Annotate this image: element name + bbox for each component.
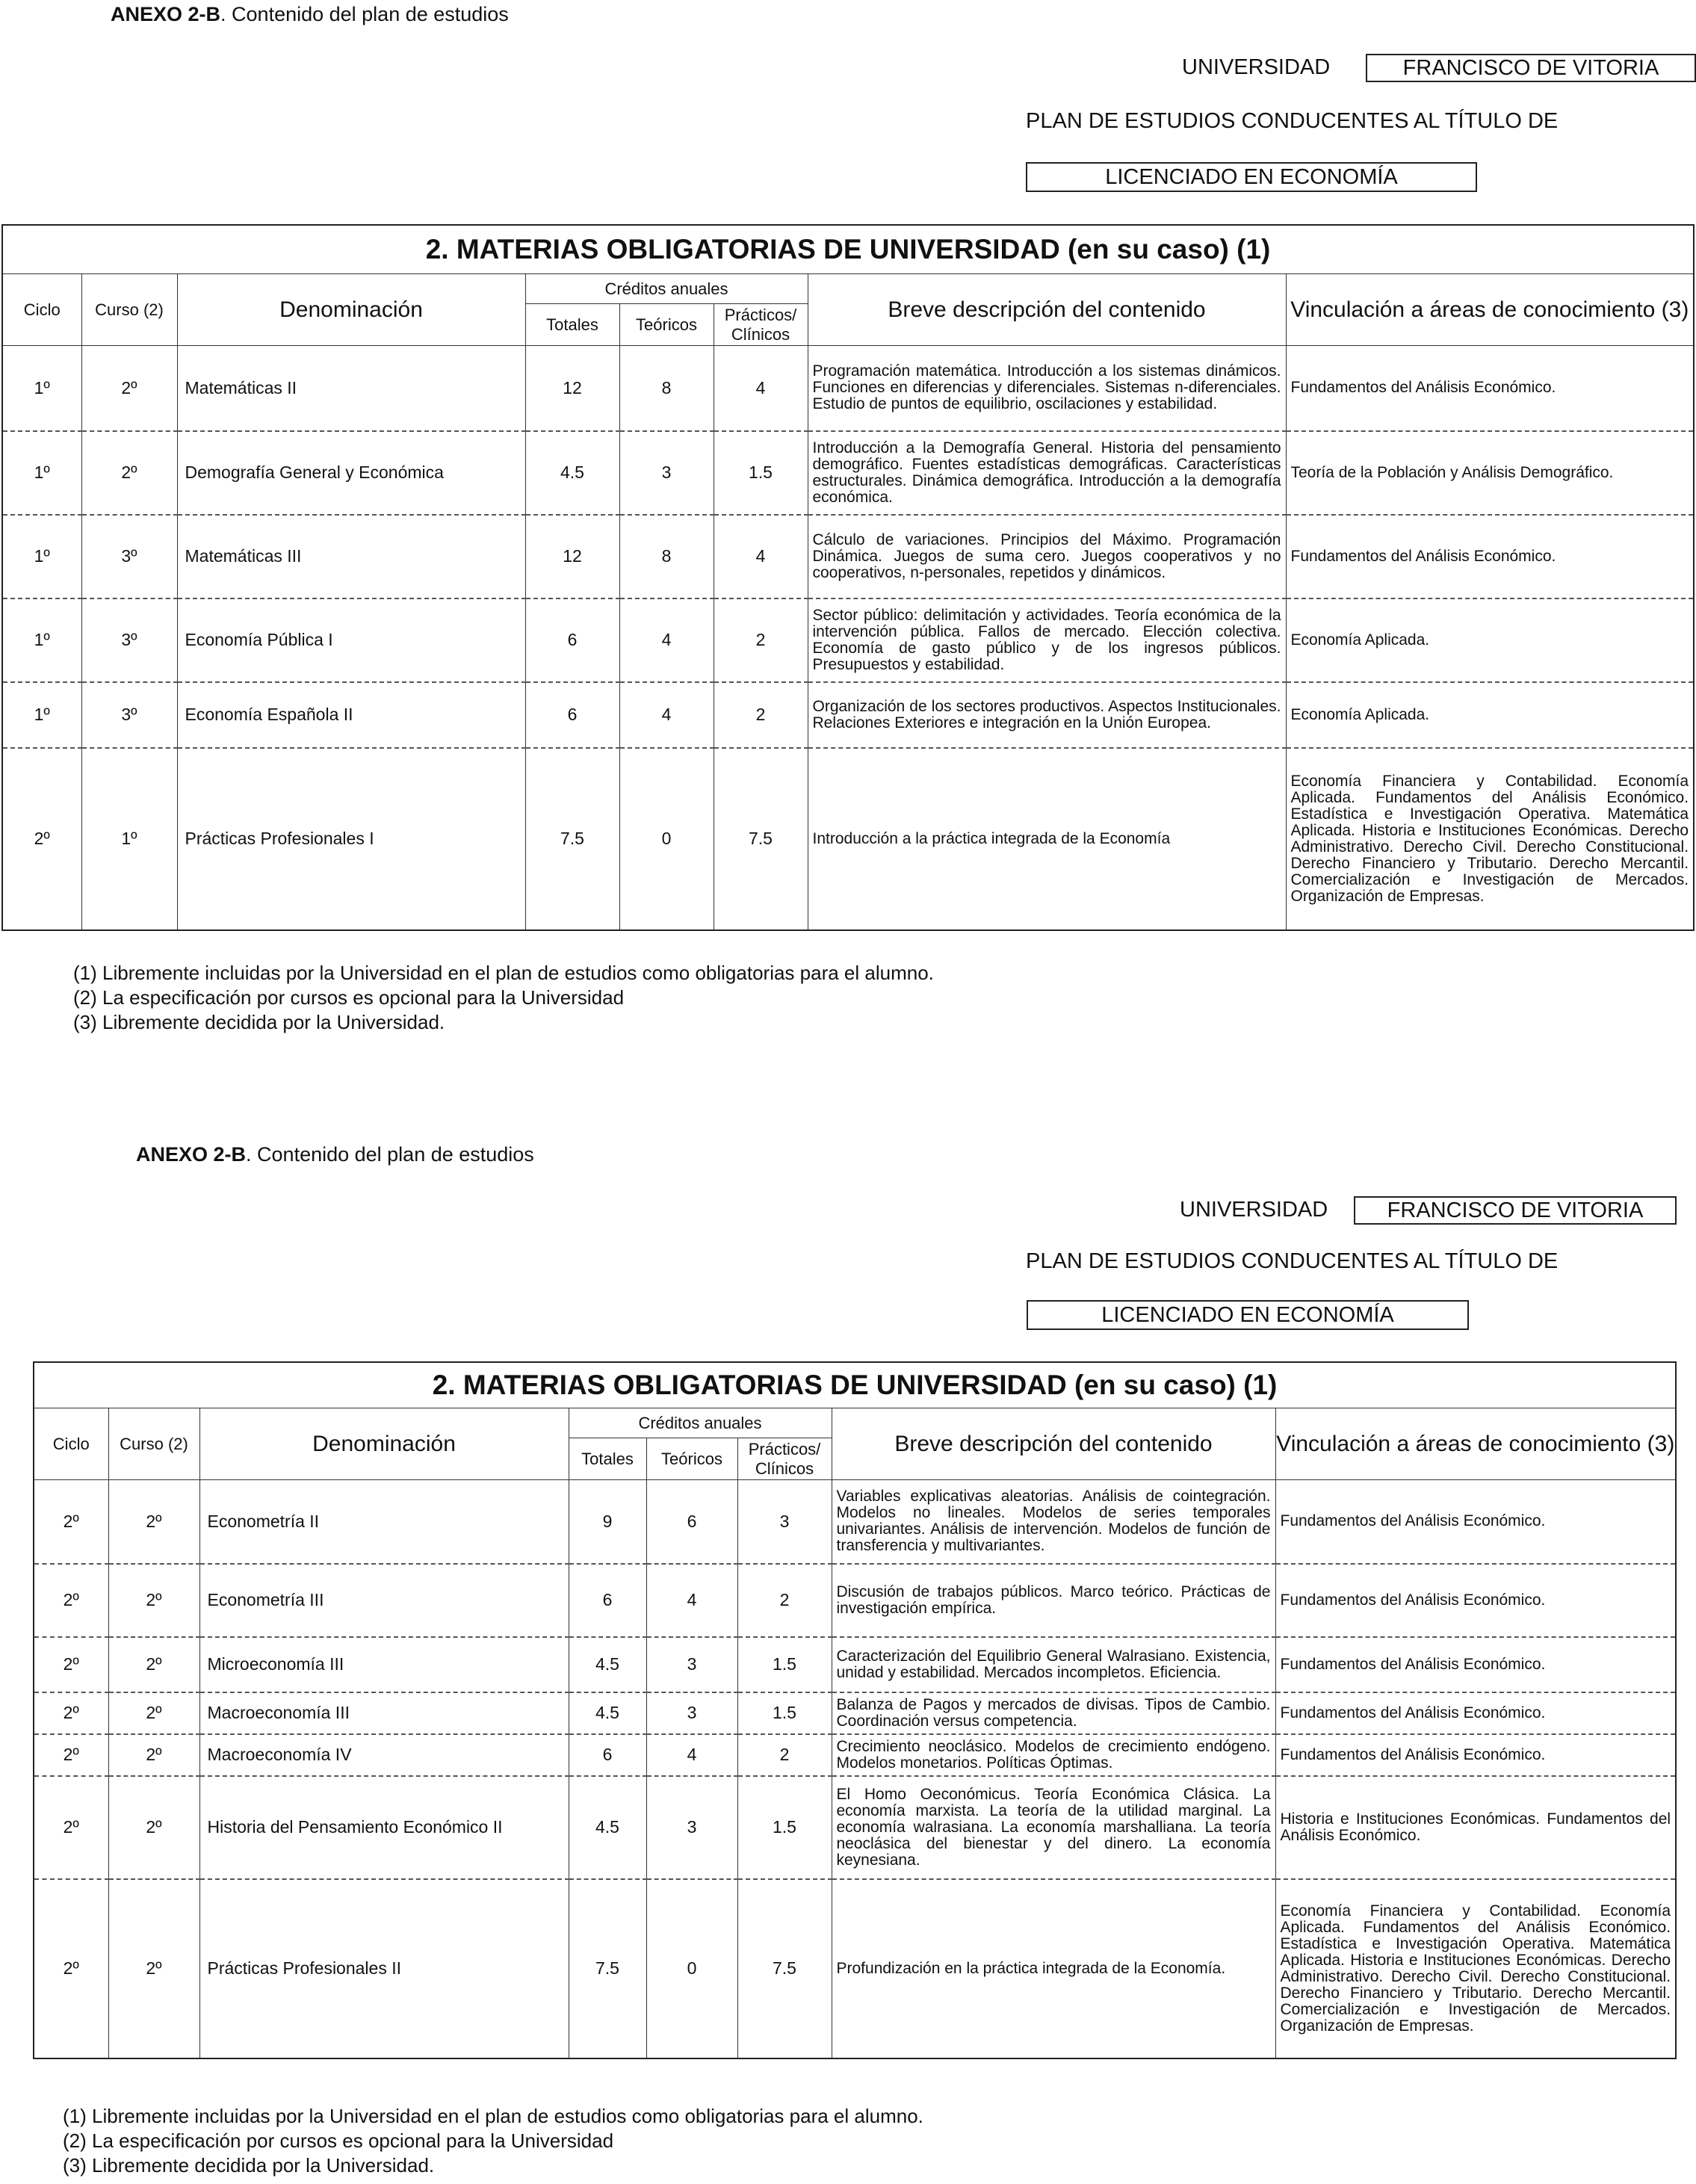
col-practicos: Prácticos/ Clínicos <box>737 1438 832 1480</box>
col-descripcion: Breve descripción del contenido <box>808 274 1286 346</box>
cell-denominacion: Econometría III <box>199 1564 569 1637</box>
cell-descripcion: Profundización en la práctica integrada de la Economía. <box>832 1879 1275 2058</box>
cell-vinculacion: Economía Aplicada. <box>1286 682 1694 748</box>
cell-ciclo: 2º <box>2 748 81 930</box>
materias-table <box>33 1361 1677 2059</box>
cell-ciclo: 2º <box>34 1637 108 1692</box>
cell-totales: 6 <box>569 1564 646 1637</box>
titulo-box: LICENCIADO EN ECONOMÍA <box>1027 1300 1469 1330</box>
cell-descripcion: Organización de los sectores productivos. Aspectos Institucionales. Relaciones Exteriores e integración en la Unión Europea. <box>808 682 1286 748</box>
cell-denominacion: Matemáticas III <box>177 515 525 598</box>
col-curso: Curso (2) <box>108 1408 199 1480</box>
footnote: (3) Libremente decidida por la Universidad. <box>73 1011 445 1033</box>
footnote: (1) Libremente incluidas por la Universidad en el plan de estudios como obligatorias para el alumno. <box>73 962 934 984</box>
cell-practicos: 2 <box>714 598 808 682</box>
col-curso: Curso (2) <box>81 274 177 346</box>
col-creditos: Créditos anuales <box>525 274 808 304</box>
cell-vinculacion: Economía Financiera y Contabilidad. Economía Aplicada. Fundamentos del Análisis Económico. Estadística e Investigación Operativa. Matemática Aplicada. Historia e Instituciones Económicas. Derecho Administrativo. Derecho Civil. Derecho Constitucional. Derecho Financiero y Tributario. Derecho Mercantil. Comercialización e Investigación de Mercados. Organización de Empresas. <box>1286 748 1694 930</box>
cell-curso: 3º <box>81 598 177 682</box>
cell-ciclo: 2º <box>34 1776 108 1879</box>
cell-practicos: 4 <box>714 346 808 431</box>
cell-denominacion: Macroeconomía IV <box>199 1734 569 1776</box>
cell-vinculacion: Fundamentos del Análisis Económico. <box>1286 515 1694 598</box>
cell-totales: 4.5 <box>569 1692 646 1734</box>
cell-descripcion: Variables explicativas aleatorias. Análisis de cointegración. Modelos no lineales. Modelos de series temporales univariantes. Análisis de intervención. Modelos de función de transferencia y multivariantes. <box>832 1480 1275 1564</box>
universidad-label: UNIVERSIDAD <box>1180 1198 1328 1222</box>
cell-ciclo: 2º <box>34 1879 108 2058</box>
col-teoricos: Teóricos <box>619 304 714 346</box>
col-teoricos: Teóricos <box>646 1438 737 1480</box>
table-row <box>34 1776 1676 1879</box>
col-practicos: Prácticos/ Clínicos <box>714 304 808 346</box>
cell-denominacion: Econometría II <box>199 1480 569 1564</box>
cell-curso: 2º <box>81 431 177 515</box>
cell-denominacion: Prácticas Profesionales I <box>177 748 525 930</box>
cell-totales: 4.5 <box>525 431 619 515</box>
cell-ciclo: 1º <box>2 682 81 748</box>
col-denominacion: Denominación <box>177 274 525 346</box>
cell-vinculacion: Economía Aplicada. <box>1286 598 1694 682</box>
cell-descripcion: Sector público: delimitación y actividades. Teoría económica de la intervención pública. Fallos de mercado. Elección colectiva. Economía de gasto público y de los ingresos públicos. Presupuestos y estabilidad. <box>808 598 1286 682</box>
col-ciclo: Ciclo <box>2 274 81 346</box>
cell-descripcion: Crecimiento neoclásico. Modelos de crecimiento endógeno. Modelos monetarios. Políticas Óptimas. <box>832 1734 1275 1776</box>
cell-ciclo: 1º <box>2 431 81 515</box>
cell-descripcion: Caracterización del Equilibrio General Walrasiano. Existencia, unidad y estabilidad. Mercados incompletos. Eficiencia. <box>832 1637 1275 1692</box>
cell-teoricos: 4 <box>646 1734 737 1776</box>
titulo-box: LICENCIADO EN ECONOMÍA <box>1026 162 1477 192</box>
cell-teoricos: 8 <box>619 515 714 598</box>
cell-curso: 2º <box>108 1692 199 1734</box>
cell-teoricos: 4 <box>646 1564 737 1637</box>
cell-teoricos: 8 <box>619 346 714 431</box>
cell-ciclo: 2º <box>34 1480 108 1564</box>
cell-denominacion: Historia del Pensamiento Económico II <box>199 1776 569 1879</box>
cell-practicos: 3 <box>737 1480 832 1564</box>
cell-ciclo: 2º <box>34 1734 108 1776</box>
cell-descripcion: El Homo Oeconómicus. Teoría Económica Clásica. La economía marxista. La teoría de la utilidad marginal. La economía walrasiana. La economía marshalliana. La teoría neoclásica del bienestar y del dinero. La economía keynesiana. <box>832 1776 1275 1879</box>
col-totales: Totales <box>569 1438 646 1480</box>
cell-ciclo: 1º <box>2 598 81 682</box>
col-vinculacion: Vinculación a áreas de conocimiento (3) <box>1275 1408 1676 1480</box>
cell-denominacion: Microeconomía III <box>199 1637 569 1692</box>
materias-table <box>1 224 1695 931</box>
cell-totales: 6 <box>525 682 619 748</box>
cell-teoricos: 3 <box>646 1776 737 1879</box>
cell-totales: 6 <box>525 598 619 682</box>
cell-curso: 2º <box>108 1637 199 1692</box>
cell-denominacion: Matemáticas II <box>177 346 525 431</box>
cell-practicos: 1.5 <box>737 1637 832 1692</box>
table-row <box>2 515 1694 598</box>
table-title: 2. MATERIAS OBLIGATORIAS DE UNIVERSIDAD (en su caso) (1) <box>2 225 1694 274</box>
cell-totales: 12 <box>525 346 619 431</box>
cell-totales: 4.5 <box>569 1776 646 1879</box>
cell-curso: 2º <box>108 1879 199 2058</box>
table-title: 2. MATERIAS OBLIGATORIAS DE UNIVERSIDAD (en su caso) (1) <box>34 1362 1676 1408</box>
cell-teoricos: 0 <box>619 748 714 930</box>
cell-teoricos: 3 <box>646 1637 737 1692</box>
cell-vinculacion: Economía Financiera y Contabilidad. Economía Aplicada. Fundamentos del Análisis Económico. Estadística e Investigación Operativa. Matemática Aplicada. Historia e Instituciones Económicas. Derecho Administrativo. Derecho Civil. Derecho Constitucional. Derecho Financiero y Tributario. Derecho Mercantil. Comercialización e Investigación de Mercados. Organización de Empresas. <box>1275 1879 1676 2058</box>
table-row <box>2 748 1694 930</box>
cell-curso: 3º <box>81 515 177 598</box>
table-row <box>34 1564 1676 1637</box>
table-row <box>34 1480 1676 1564</box>
plan-label: PLAN DE ESTUDIOS CONDUCENTES AL TÍTULO DE <box>1026 109 1559 133</box>
cell-vinculacion: Fundamentos del Análisis Económico. <box>1275 1734 1676 1776</box>
footnotes <box>63 2104 923 2178</box>
col-vinculacion: Vinculación a áreas de conocimiento (3) <box>1286 274 1694 346</box>
cell-ciclo: 1º <box>2 515 81 598</box>
cell-totales: 7.5 <box>525 748 619 930</box>
anexo-heading: ANEXO 2-B. Contenido del plan de estudios <box>136 1143 534 1166</box>
col-creditos: Créditos anuales <box>569 1408 832 1438</box>
footnotes <box>73 961 934 1035</box>
cell-teoricos: 6 <box>646 1480 737 1564</box>
cell-vinculacion: Teoría de la Población y Análisis Demográfico. <box>1286 431 1694 515</box>
cell-ciclo: 2º <box>34 1692 108 1734</box>
cell-curso: 2º <box>81 346 177 431</box>
table-row <box>34 1637 1676 1692</box>
cell-descripcion: Balanza de Pagos y mercados de divisas. Tipos de Cambio. Coordinación versus competencia. <box>832 1692 1275 1734</box>
anexo-heading: ANEXO 2-B. Contenido del plan de estudios <box>111 3 509 25</box>
table-row <box>34 1879 1676 2058</box>
cell-descripcion: Introducción a la práctica integrada de la Economía <box>808 748 1286 930</box>
cell-totales: 6 <box>569 1734 646 1776</box>
cell-totales: 12 <box>525 515 619 598</box>
table-row <box>2 598 1694 682</box>
cell-teoricos: 3 <box>646 1692 737 1734</box>
cell-practicos: 2 <box>737 1564 832 1637</box>
cell-curso: 3º <box>81 682 177 748</box>
cell-teoricos: 0 <box>646 1879 737 2058</box>
cell-practicos: 1.5 <box>737 1776 832 1879</box>
table-row <box>34 1734 1676 1776</box>
cell-teoricos: 4 <box>619 682 714 748</box>
universidad-name-box: FRANCISCO DE VITORIA <box>1366 54 1696 82</box>
cell-descripcion: Cálculo de variaciones. Principios del Máximo. Programación Dinámica. Juegos de suma cero. Juegos cooperativos y no cooperativos, n-personales, repetidos y dinámicos. <box>808 515 1286 598</box>
col-ciclo: Ciclo <box>34 1408 108 1480</box>
cell-vinculacion: Fundamentos del Análisis Económico. <box>1275 1564 1676 1637</box>
footnote: (3) Libremente decidida por la Universidad. <box>63 2154 435 2177</box>
table-row <box>34 1692 1676 1734</box>
cell-practicos: 7.5 <box>737 1879 832 2058</box>
footnote: (2) La especificación por cursos es opcional para la Universidad <box>63 2129 614 2152</box>
cell-vinculacion: Fundamentos del Análisis Económico. <box>1286 346 1694 431</box>
cell-vinculacion: Fundamentos del Análisis Económico. <box>1275 1637 1676 1692</box>
table-row <box>2 346 1694 431</box>
cell-denominacion: Demografía General y Económica <box>177 431 525 515</box>
universidad-label: UNIVERSIDAD <box>1182 55 1331 79</box>
cell-descripcion: Programación matemática. Introducción a los sistemas dinámicos. Funciones en diferencias y diferenciales. Sistemas n-diferenciales. Estudio de puntos de equilibrio, oscilaciones y estabilidad. <box>808 346 1286 431</box>
table-row <box>2 682 1694 748</box>
col-totales: Totales <box>525 304 619 346</box>
cell-denominacion: Prácticas Profesionales II <box>199 1879 569 2058</box>
cell-vinculacion: Historia e Instituciones Económicas. Fundamentos del Análisis Económico. <box>1275 1776 1676 1879</box>
cell-totales: 7.5 <box>569 1879 646 2058</box>
cell-totales: 4.5 <box>569 1637 646 1692</box>
cell-practicos: 2 <box>714 682 808 748</box>
cell-curso: 2º <box>108 1776 199 1879</box>
cell-totales: 9 <box>569 1480 646 1564</box>
cell-curso: 2º <box>108 1480 199 1564</box>
cell-practicos: 4 <box>714 515 808 598</box>
cell-teoricos: 3 <box>619 431 714 515</box>
cell-practicos: 2 <box>737 1734 832 1776</box>
table-row <box>2 431 1694 515</box>
col-denominacion: Denominación <box>199 1408 569 1480</box>
cell-vinculacion: Fundamentos del Análisis Económico. <box>1275 1480 1676 1564</box>
cell-denominacion: Economía Pública I <box>177 598 525 682</box>
universidad-name-box: FRANCISCO DE VITORIA <box>1354 1196 1677 1225</box>
cell-teoricos: 4 <box>619 598 714 682</box>
cell-curso: 2º <box>108 1564 199 1637</box>
cell-ciclo: 1º <box>2 346 81 431</box>
cell-vinculacion: Fundamentos del Análisis Económico. <box>1275 1692 1676 1734</box>
footnote: (1) Libremente incluidas por la Universidad en el plan de estudios como obligatorias para el alumno. <box>63 2105 923 2127</box>
cell-curso: 2º <box>108 1734 199 1776</box>
cell-denominacion: Macroeconomía III <box>199 1692 569 1734</box>
cell-practicos: 1.5 <box>714 431 808 515</box>
plan-label: PLAN DE ESTUDIOS CONDUCENTES AL TÍTULO DE <box>1026 1249 1559 1273</box>
cell-descripcion: Discusión de trabajos públicos. Marco teórico. Prácticas de investigación empírica. <box>832 1564 1275 1637</box>
cell-practicos: 1.5 <box>737 1692 832 1734</box>
cell-descripcion: Introducción a la Demografía General. Historia del pensamiento demográfico. Fuentes estadísticas demográficas. Características estructurales. Dinámica demográfica. Introducción a la demografía económica. <box>808 431 1286 515</box>
cell-curso: 1º <box>81 748 177 930</box>
cell-ciclo: 2º <box>34 1564 108 1637</box>
col-descripcion: Breve descripción del contenido <box>832 1408 1275 1480</box>
cell-practicos: 7.5 <box>714 748 808 930</box>
footnote: (2) La especificación por cursos es opcional para la Universidad <box>73 986 625 1009</box>
cell-denominacion: Economía Española II <box>177 682 525 748</box>
